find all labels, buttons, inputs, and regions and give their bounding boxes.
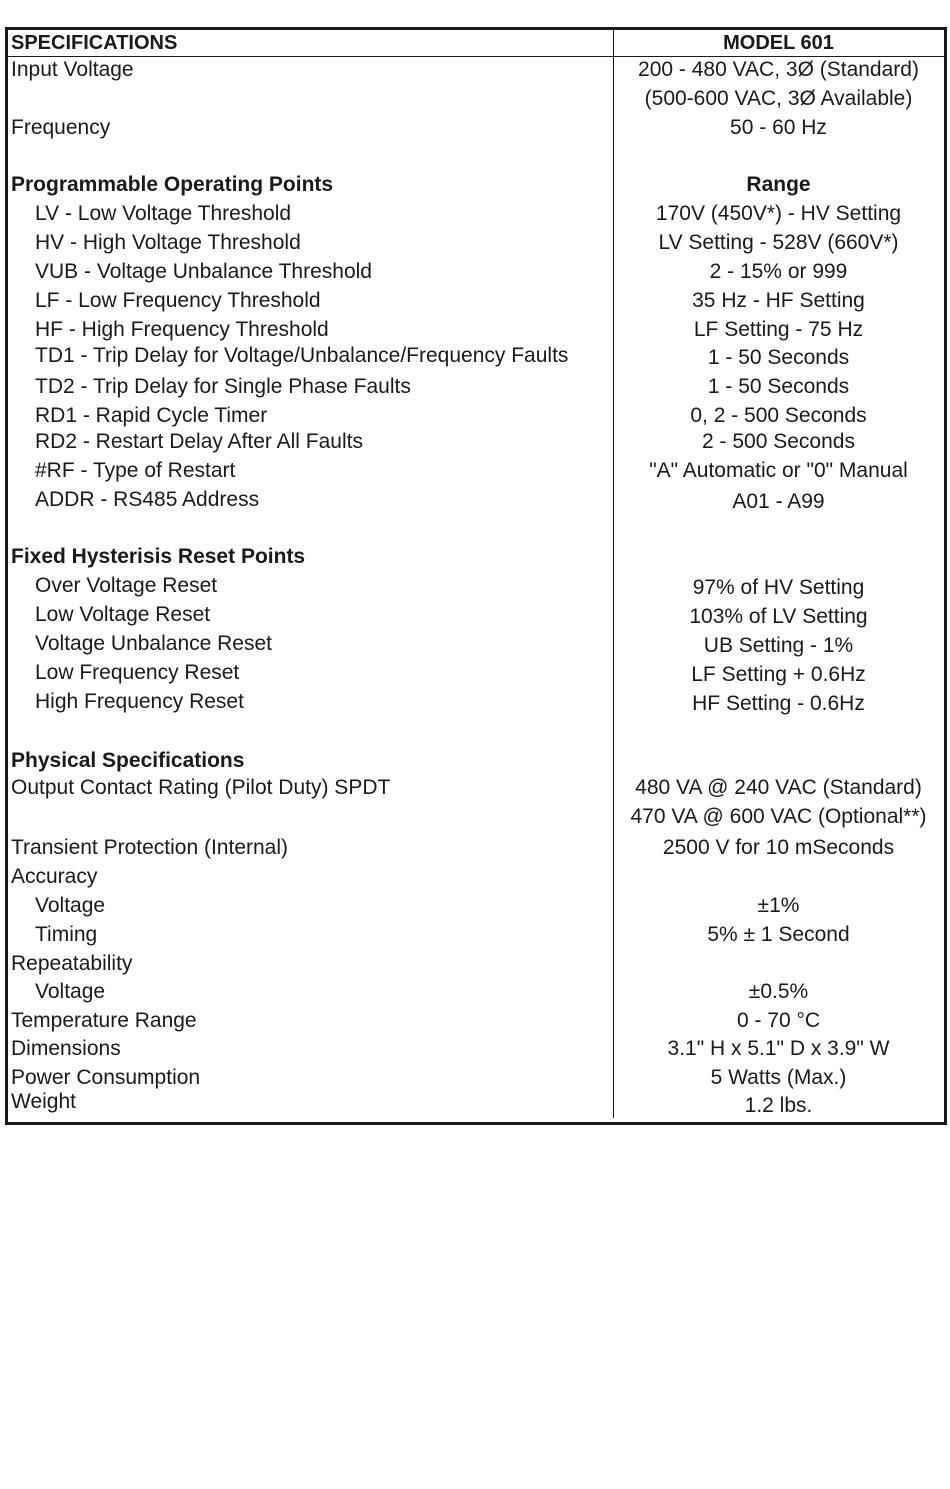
- spec-label: Output Contact Rating (Pilot Duty) SPDT: [11, 776, 391, 799]
- spec-label: RD2 - Restart Delay After All Faults: [35, 430, 363, 453]
- spec-label: Frequency: [11, 116, 111, 139]
- specifications-header: SPECIFICATIONS: [11, 32, 178, 54]
- spec-value: UB Setting - 1%: [703, 634, 854, 657]
- spec-value: 50 - 60 Hz: [730, 116, 827, 139]
- spec-value: "A" Automatic or "0" Manual: [649, 459, 908, 482]
- spec-value: 170V (450V*) - HV Setting: [655, 202, 902, 225]
- spec-label: TD2 - Trip Delay for Single Phase Faults: [35, 375, 411, 398]
- spec-value: LV Setting - 528V (660V*): [658, 231, 899, 254]
- spec-value: 1.2 lbs.: [744, 1094, 813, 1117]
- spec-value: 103% of LV Setting: [689, 605, 868, 628]
- spec-value: 1 - 50 Seconds: [707, 375, 850, 398]
- spec-label: Voltage: [35, 894, 106, 917]
- spec-label: VUB - Voltage Unbalance Threshold: [35, 260, 372, 283]
- spec-label: Transient Protection (Internal): [11, 836, 289, 859]
- model-header: MODEL 601: [723, 32, 834, 54]
- spec-label: Input Voltage: [11, 58, 134, 81]
- spec-value: 5 Watts (Max.): [710, 1066, 847, 1089]
- spec-label: Low Voltage Reset: [35, 603, 211, 626]
- spec-value: 5% ± 1 Second: [707, 923, 850, 946]
- spec-label: HF - High Frequency Threshold: [35, 318, 329, 341]
- spec-label: TD1 - Trip Delay for Voltage/Unbalance/Frequency Faults: [35, 344, 569, 367]
- spec-label: RD1 - Rapid Cycle Timer: [35, 404, 268, 427]
- spec-value: 480 VA @ 240 VAC (Standard): [635, 776, 922, 799]
- spec-value: 2 - 500 Seconds: [702, 430, 855, 453]
- spec-label: Voltage Unbalance Reset: [35, 632, 272, 655]
- spec-value: 1 - 50 Seconds: [707, 346, 850, 369]
- spec-value: A01 - A99: [732, 490, 825, 513]
- specifications-table: [5, 27, 947, 1125]
- spec-label: Weight: [11, 1090, 76, 1113]
- spec-label: Fixed Hysterisis Reset Points: [11, 545, 306, 568]
- spec-label: Low Frequency Reset: [35, 661, 240, 684]
- spec-label: High Frequency Reset: [35, 690, 244, 713]
- spec-label: HV - High Voltage Threshold: [35, 231, 301, 254]
- spec-label: LF - Low Frequency Threshold: [35, 289, 321, 312]
- spec-label: Repeatability: [11, 952, 133, 975]
- spec-label: Power Consumption: [11, 1066, 201, 1089]
- spec-value: 35 Hz - HF Setting: [692, 289, 865, 312]
- spec-value: ±1%: [757, 894, 800, 917]
- spec-value: 0 - 70 °C: [736, 1009, 821, 1032]
- spec-label: Over Voltage Reset: [35, 574, 218, 597]
- spec-label: Dimensions: [11, 1037, 121, 1060]
- spec-value: ±0.5%: [748, 980, 809, 1003]
- spec-value: 3.1" H x 5.1" D x 3.9" W: [667, 1037, 890, 1060]
- spec-label: LV - Low Voltage Threshold: [35, 202, 292, 225]
- spec-value: 200 - 480 VAC, 3Ø (Standard): [638, 58, 919, 81]
- spec-label: Timing: [35, 923, 98, 946]
- spec-value: 97% of HV Setting: [692, 576, 865, 599]
- spec-value: 470 VA @ 600 VAC (Optional**): [630, 805, 927, 828]
- spec-label: ADDR - RS485 Address: [35, 488, 260, 511]
- spec-value: HF Setting - 0.6Hz: [692, 692, 865, 715]
- spec-value: 0, 2 - 500 Seconds: [690, 404, 867, 427]
- spec-value: LF Setting + 0.6Hz: [691, 663, 866, 686]
- spec-value: LF Setting - 75 Hz: [693, 318, 864, 341]
- spec-label: Temperature Range: [11, 1009, 197, 1032]
- spec-label: Programmable Operating Points: [11, 173, 334, 196]
- spec-value: 2 - 15% or 999: [709, 260, 848, 283]
- spec-label: Voltage: [35, 980, 106, 1003]
- spec-label: #RF - Type of Restart: [35, 459, 236, 482]
- spec-value: 2500 V for 10 mSeconds: [662, 836, 895, 859]
- spec-value: (500-600 VAC, 3Ø Available): [644, 87, 913, 110]
- spec-label: Accuracy: [11, 865, 98, 888]
- spec-label: Physical Specifications: [11, 749, 245, 772]
- spec-value: Range: [746, 173, 811, 196]
